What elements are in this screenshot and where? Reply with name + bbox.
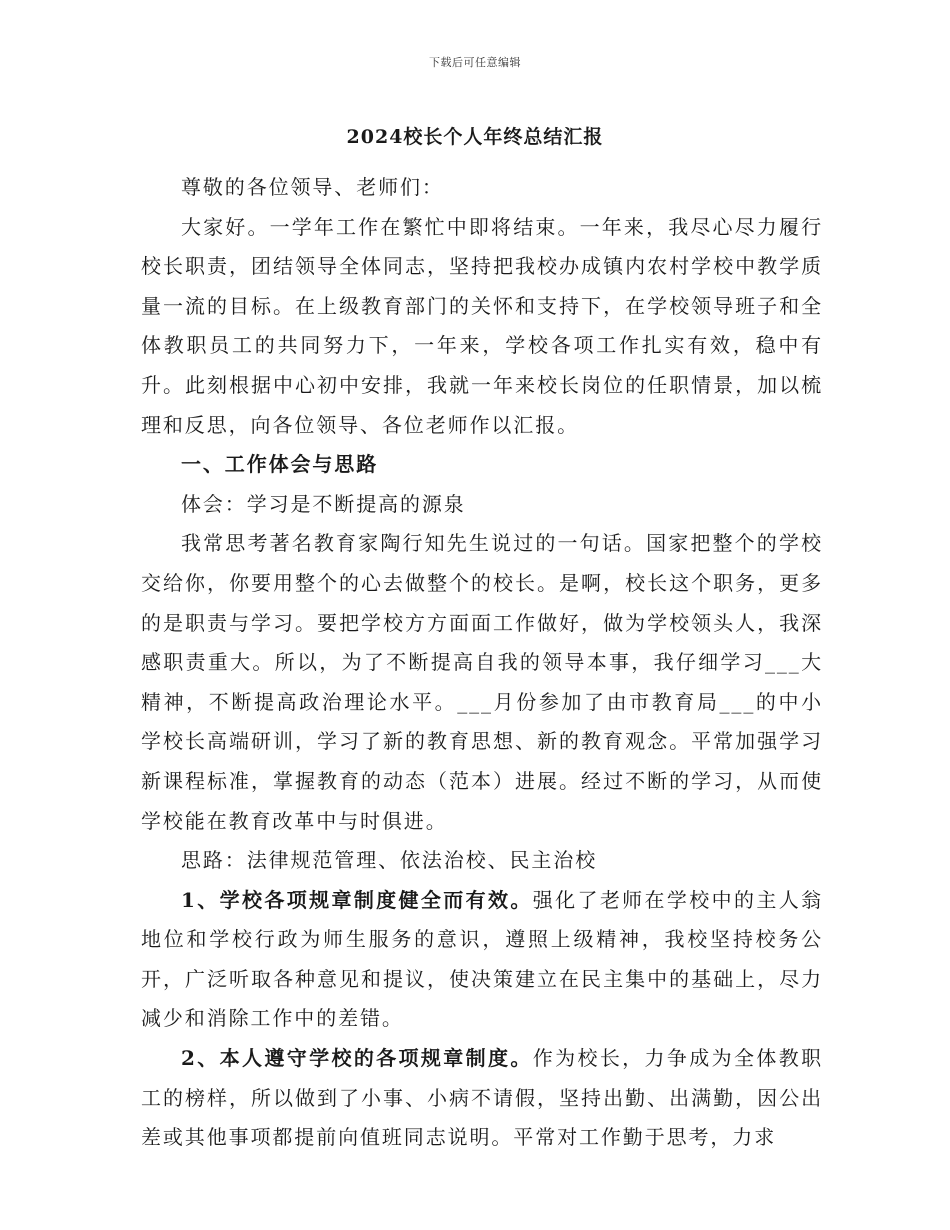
experience-subheading: 体会：学习是不断提高的源泉 — [181, 491, 466, 516]
approach-subheading: 思路：法律规范管理、依法治校、民主治校 — [181, 848, 598, 873]
header-note: 下载后可任意编辑 — [429, 56, 521, 69]
document-body — [141, 168, 823, 1158]
conduct-lead: 2、本人遵守学校的各项规章制度。 — [181, 1046, 533, 1071]
document-title: 2024校长个人年终总结汇报 — [346, 126, 604, 148]
salutation: 尊敬的各位领导、老师们： — [181, 175, 444, 199]
conduct-text: 作为校长，力争成为全体教职工的榜样，所以做到了小事、小病不请假，坚持出勤、出满勤，因公出差或其他事项都提前向值班同志说明。平常对工作勤于思考，力求 — [141, 1046, 823, 1150]
learning-paragraph: 我常思考著名教育家陶行知先生说过的一句话。国家把整个的学校交给你，你要用整个的心去做整个的校长。是啊，校长这个职务，更多的是职责与学习。要把学校方方面面工作做好，做为学校领头人，我深感职责重大。所以，为了不断提高自我的领导本事，我仔细学习___大精神，不断提高政治理论水平。___月份参加了由市教育局___的中小学校长高端研训，学习了新的教育思想、新的教育观念。平常加强学习新课程标准，掌握教育的动态（范本）进展。经过不断的学习，从而使学校能在教育改革中与时俱进。 — [141, 531, 823, 833]
rules-text: 强化了老师在学校中的主人翁地位和学校行政为师生服务的意识，遵照上级精神，我校坚持校务公开，广泛听取各种意见和提议，使决策建立在民主集中的基础上，尽力减少和消除工作中的差错。 — [141, 887, 823, 1031]
conduct-paragraph — [141, 1039, 823, 1158]
rules-paragraph — [141, 881, 823, 1039]
rules-lead: 1、学校各项规章制度健全而有效。 — [181, 887, 533, 912]
section-heading: 一、工作体会与思路 — [181, 452, 379, 477]
intro-paragraph: 大家好。一学年工作在繁忙中即将结束。一年来，我尽心尽力履行校长职责，团结领导全体同志，坚持把我校办成镇内农村学校中教学质量一流的目标。在上级教育部门的关怀和支持下，在学校领导班子和全体教职员工的共同努力下，一年来，学校各项工作扎实有效，稳中有升。此刻根据中心初中安排，我就一年来校长岗位的任职情景，加以梳理和反思，向各位领导、各位老师作以汇报。 — [141, 214, 823, 437]
